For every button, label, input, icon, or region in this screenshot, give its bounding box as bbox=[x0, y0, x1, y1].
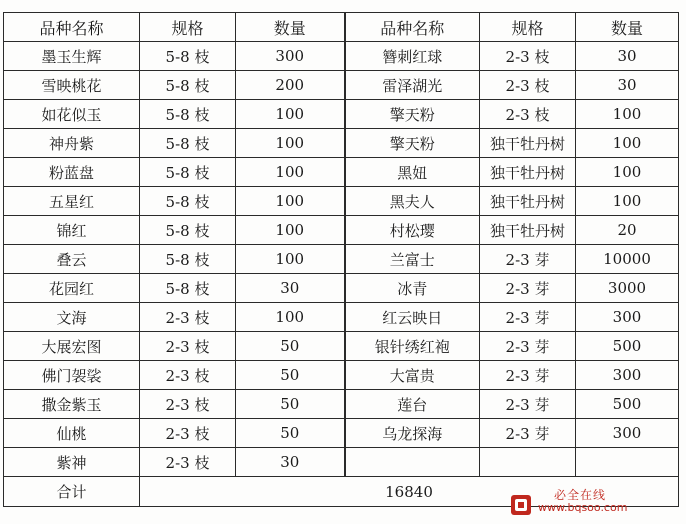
variety-name-cell: 五星红 bbox=[4, 187, 140, 216]
variety-name-cell: 如花似玉 bbox=[4, 100, 140, 129]
quantity-cell bbox=[576, 448, 679, 477]
spec-cell: 2-3 枝 bbox=[140, 303, 236, 332]
flower-variety-table bbox=[3, 12, 679, 507]
variety-name-cell: 大富贵 bbox=[345, 361, 480, 390]
spec-cell: 2-3 枝 bbox=[140, 390, 236, 419]
quantity-cell: 300 bbox=[576, 361, 679, 390]
quantity-cell: 30 bbox=[236, 274, 345, 303]
quantity-cell: 50 bbox=[236, 332, 345, 361]
watermark-url: www.bqsoo.com bbox=[538, 501, 628, 514]
table-row bbox=[4, 245, 679, 274]
spec-cell: 独干牡丹树 bbox=[480, 187, 576, 216]
variety-name-cell: 擎天粉 bbox=[345, 100, 480, 129]
variety-name-cell: 乌龙探海 bbox=[345, 419, 480, 448]
variety-name-cell: 粉蓝盘 bbox=[4, 158, 140, 187]
quantity-cell: 50 bbox=[236, 390, 345, 419]
variety-name-cell: 黑妞 bbox=[345, 158, 480, 187]
quantity-cell: 200 bbox=[236, 71, 345, 100]
watermark-title: 必全在线 bbox=[554, 488, 607, 502]
total-label: 合计 bbox=[4, 477, 140, 507]
quantity-cell: 300 bbox=[236, 42, 345, 71]
quantity-cell: 20 bbox=[576, 216, 679, 245]
quantity-cell: 100 bbox=[236, 245, 345, 274]
quantity-cell: 100 bbox=[236, 158, 345, 187]
spec-cell: 2-3 枝 bbox=[140, 448, 236, 477]
variety-name-cell: 仙桃 bbox=[4, 419, 140, 448]
quantity-cell: 500 bbox=[576, 332, 679, 361]
spec-cell: 2-3 芽 bbox=[480, 332, 576, 361]
spec-cell: 2-3 芽 bbox=[480, 245, 576, 274]
table-row bbox=[4, 332, 679, 361]
variety-name-cell: 撒金紫玉 bbox=[4, 390, 140, 419]
variety-name-cell: 雪映桃花 bbox=[4, 71, 140, 100]
variety-name-cell bbox=[345, 448, 480, 477]
variety-name-cell: 兰富士 bbox=[345, 245, 480, 274]
variety-name-cell: 簪刺红球 bbox=[345, 42, 480, 71]
quantity-cell: 100 bbox=[576, 187, 679, 216]
quantity-cell: 30 bbox=[236, 448, 345, 477]
spec-cell: 5-8 枝 bbox=[140, 42, 236, 71]
spec-cell: 2-3 枝 bbox=[480, 100, 576, 129]
table-row bbox=[4, 274, 679, 303]
table-row bbox=[4, 187, 679, 216]
variety-name-cell: 雷泽湖光 bbox=[345, 71, 480, 100]
quantity-cell: 100 bbox=[236, 129, 345, 158]
quantity-cell: 100 bbox=[236, 187, 345, 216]
spec-cell bbox=[480, 448, 576, 477]
quantity-cell: 300 bbox=[576, 303, 679, 332]
variety-name-cell: 冰青 bbox=[345, 274, 480, 303]
spec-cell: 独干牡丹树 bbox=[480, 216, 576, 245]
site-logo-icon bbox=[510, 494, 532, 516]
header-qty-left: 数量 bbox=[236, 13, 345, 42]
quantity-cell: 100 bbox=[236, 216, 345, 245]
spec-cell: 2-3 枝 bbox=[480, 42, 576, 71]
spec-cell: 5-8 枝 bbox=[140, 216, 236, 245]
spec-cell: 2-3 芽 bbox=[480, 390, 576, 419]
table-row bbox=[4, 361, 679, 390]
variety-name-cell: 银针绣红袍 bbox=[345, 332, 480, 361]
table-row bbox=[4, 129, 679, 158]
spec-cell: 2-3 芽 bbox=[480, 419, 576, 448]
variety-name-cell: 佛门袈裟 bbox=[4, 361, 140, 390]
header-name-right: 品种名称 bbox=[345, 13, 480, 42]
spec-cell: 2-3 枝 bbox=[140, 361, 236, 390]
table-row bbox=[4, 216, 679, 245]
variety-name-cell: 大展宏图 bbox=[4, 332, 140, 361]
header-qty-right: 数量 bbox=[576, 13, 679, 42]
table-row bbox=[4, 158, 679, 187]
site-watermark bbox=[510, 488, 676, 516]
quantity-cell: 50 bbox=[236, 419, 345, 448]
variety-name-cell: 擎天粉 bbox=[345, 129, 480, 158]
spec-cell: 2-3 枝 bbox=[140, 332, 236, 361]
variety-name-cell: 黑夫人 bbox=[345, 187, 480, 216]
table-row bbox=[4, 71, 679, 100]
quantity-cell: 100 bbox=[576, 100, 679, 129]
table-row bbox=[4, 100, 679, 129]
quantity-cell: 50 bbox=[236, 361, 345, 390]
quantity-cell: 100 bbox=[236, 100, 345, 129]
table-row bbox=[4, 42, 679, 71]
spec-cell: 2-3 芽 bbox=[480, 361, 576, 390]
variety-name-cell: 莲台 bbox=[345, 390, 480, 419]
table-row bbox=[4, 303, 679, 332]
spec-cell: 5-8 枝 bbox=[140, 71, 236, 100]
table-row bbox=[4, 448, 679, 477]
variety-name-cell: 村松璎 bbox=[345, 216, 480, 245]
variety-name-cell: 红云映日 bbox=[345, 303, 480, 332]
header-spec-left: 规格 bbox=[140, 13, 236, 42]
quantity-cell: 300 bbox=[576, 419, 679, 448]
quantity-cell: 100 bbox=[576, 129, 679, 158]
spec-cell: 独干牡丹树 bbox=[480, 158, 576, 187]
variety-name-cell: 花园红 bbox=[4, 274, 140, 303]
quantity-cell: 500 bbox=[576, 390, 679, 419]
quantity-cell: 30 bbox=[576, 71, 679, 100]
spec-cell: 5-8 枝 bbox=[140, 158, 236, 187]
table-row bbox=[4, 390, 679, 419]
header-spec-right: 规格 bbox=[480, 13, 576, 42]
table-row bbox=[4, 419, 679, 448]
spec-cell: 2-3 芽 bbox=[480, 274, 576, 303]
quantity-cell: 100 bbox=[576, 158, 679, 187]
spec-cell: 5-8 枝 bbox=[140, 100, 236, 129]
quantity-cell: 100 bbox=[236, 303, 345, 332]
variety-name-cell: 文海 bbox=[4, 303, 140, 332]
quantity-cell: 3000 bbox=[576, 274, 679, 303]
spec-cell: 2-3 枝 bbox=[480, 71, 576, 100]
spec-cell: 2-3 枝 bbox=[140, 419, 236, 448]
variety-name-cell: 神舟紫 bbox=[4, 129, 140, 158]
spec-cell: 5-8 枝 bbox=[140, 187, 236, 216]
spec-cell: 5-8 枝 bbox=[140, 274, 236, 303]
variety-name-cell: 墨玉生辉 bbox=[4, 42, 140, 71]
spec-cell: 5-8 枝 bbox=[140, 245, 236, 274]
header-row bbox=[4, 13, 679, 42]
variety-name-cell: 叠云 bbox=[4, 245, 140, 274]
spec-cell: 2-3 芽 bbox=[480, 303, 576, 332]
total-value: 16840 bbox=[140, 477, 679, 507]
variety-name-cell: 锦红 bbox=[4, 216, 140, 245]
quantity-cell: 30 bbox=[576, 42, 679, 71]
spec-cell: 独干牡丹树 bbox=[480, 129, 576, 158]
spec-cell: 5-8 枝 bbox=[140, 129, 236, 158]
quantity-cell: 10000 bbox=[576, 245, 679, 274]
header-name-left: 品种名称 bbox=[4, 13, 140, 42]
variety-name-cell: 紫神 bbox=[4, 448, 140, 477]
